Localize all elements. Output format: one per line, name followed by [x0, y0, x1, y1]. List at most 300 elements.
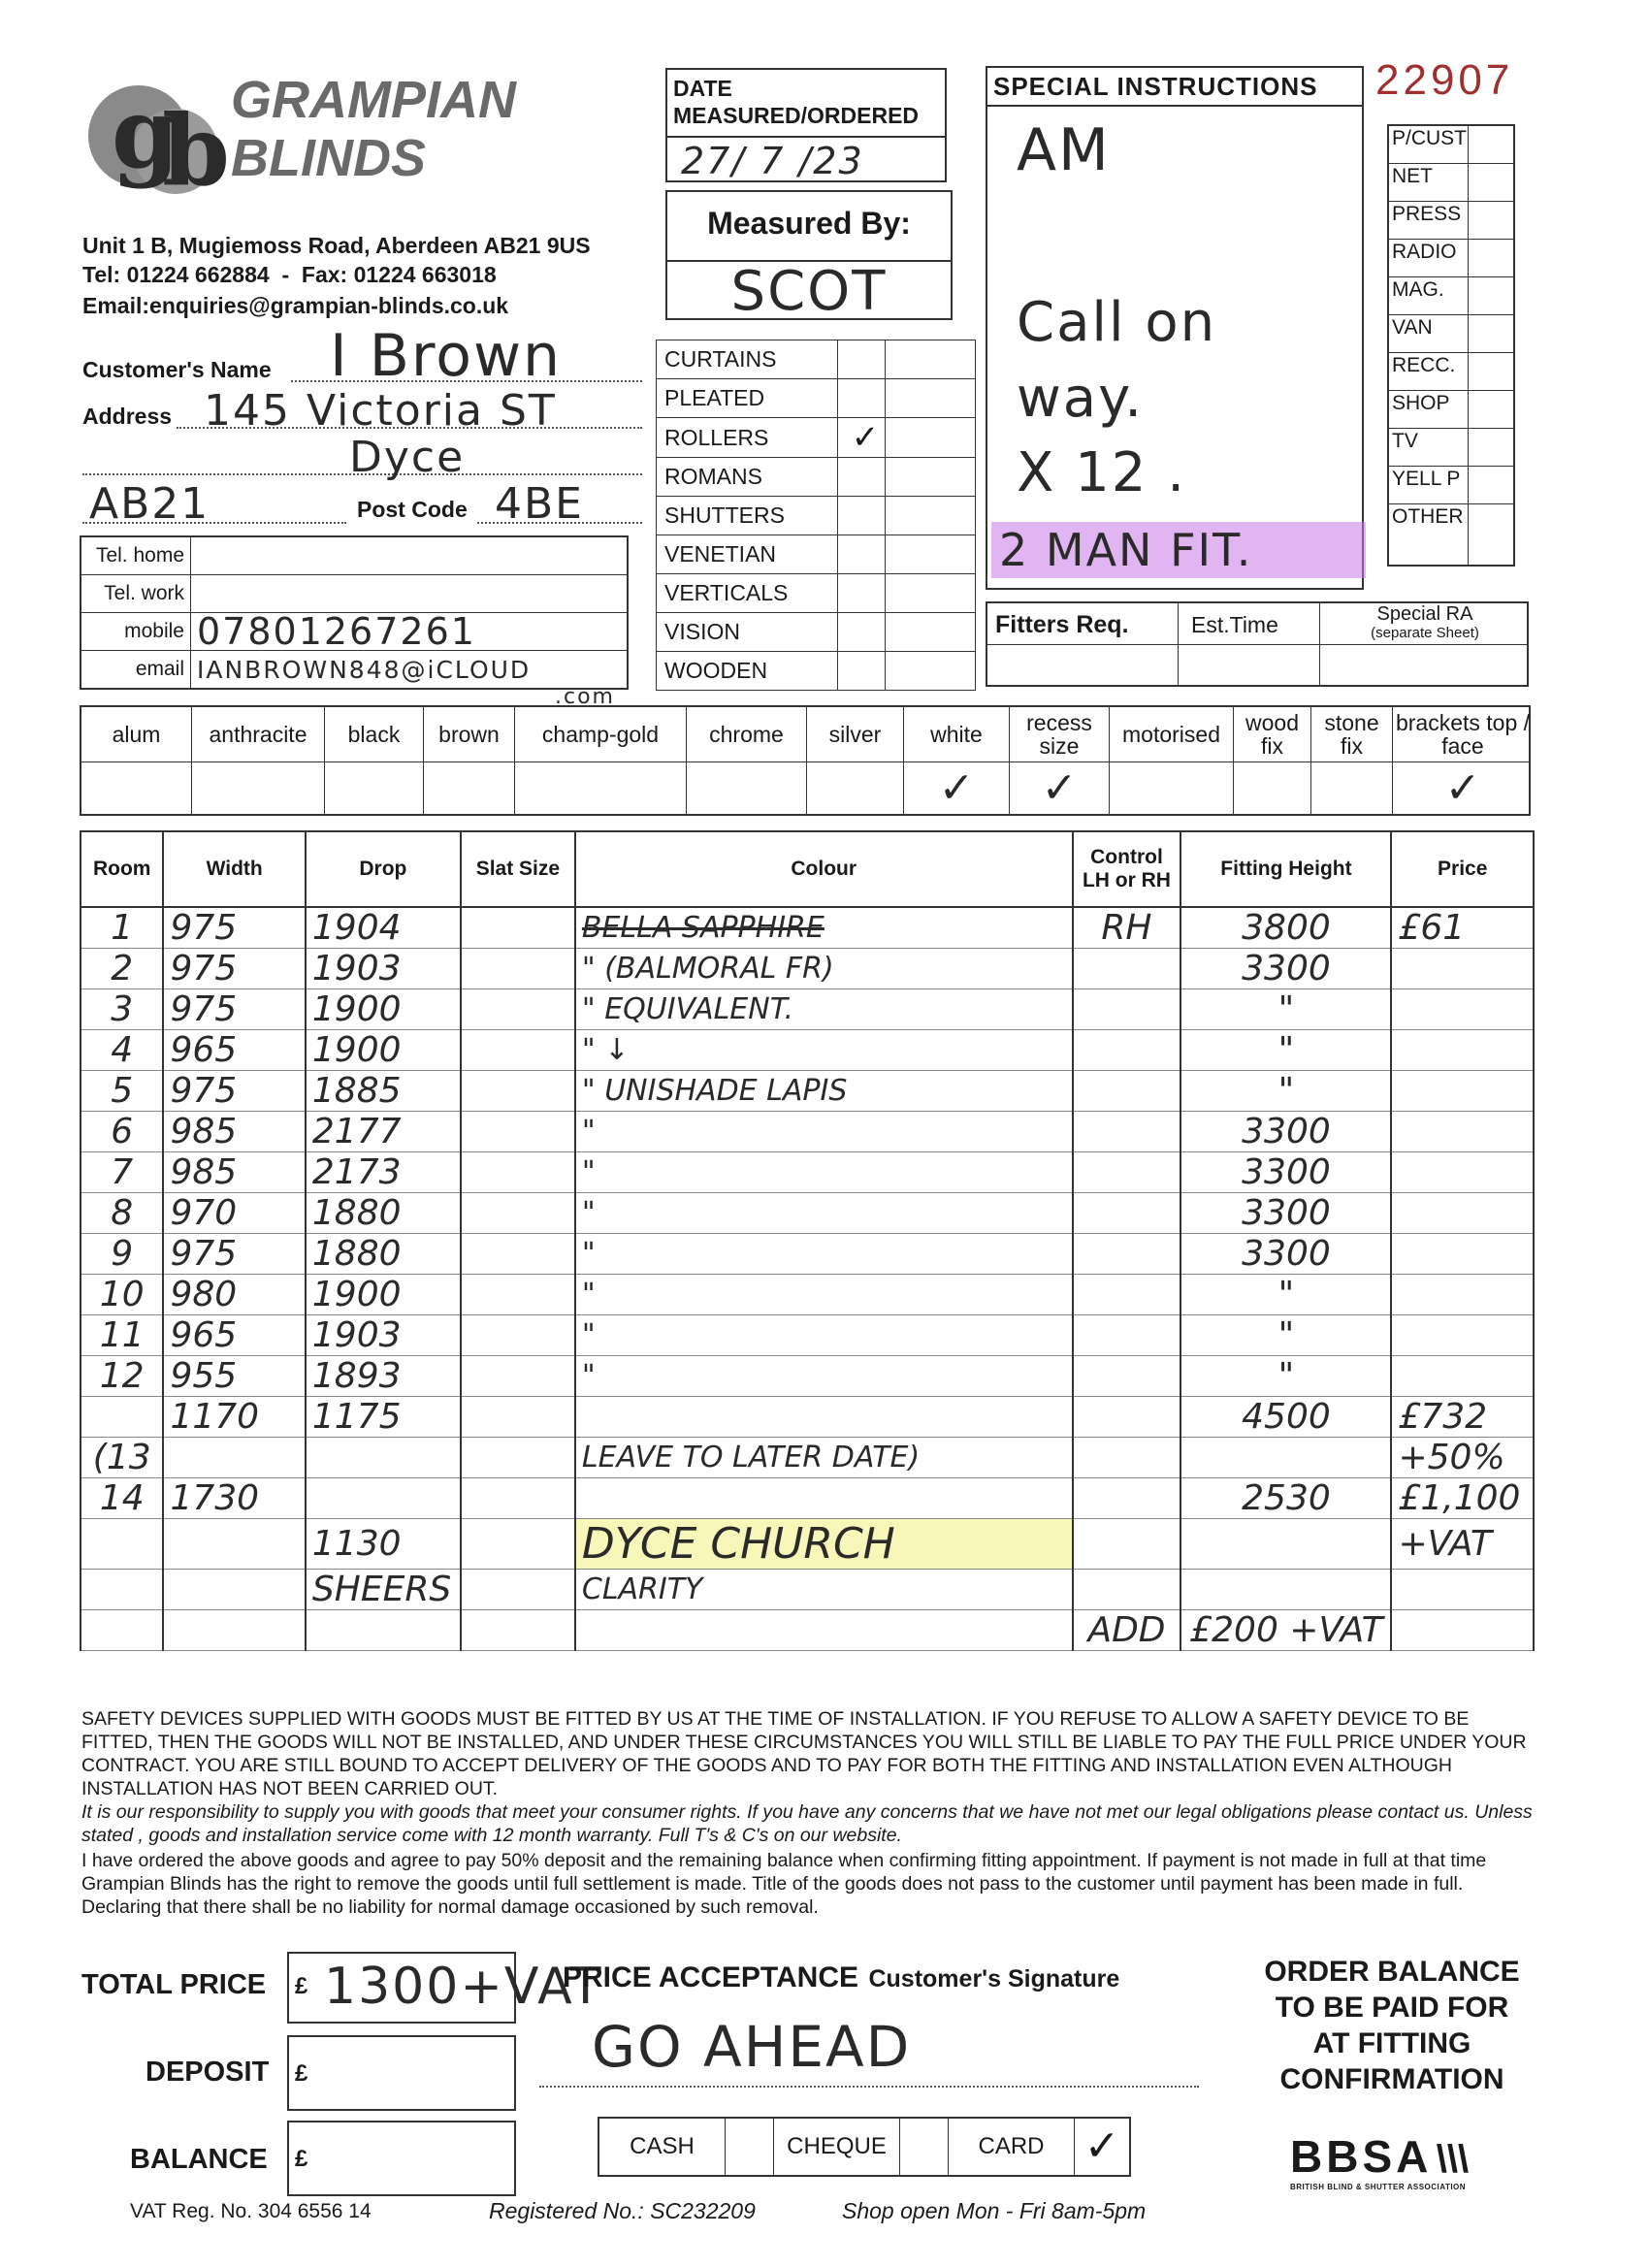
- measured-by-value[interactable]: SCOT: [730, 260, 888, 323]
- order-cell-slat[interactable]: [461, 1071, 575, 1112]
- order-cell-control[interactable]: [1073, 1315, 1181, 1356]
- order-cell-height[interactable]: ": [1180, 1275, 1391, 1315]
- order-cell-control[interactable]: [1073, 1397, 1181, 1438]
- order-cell-price[interactable]: +50%: [1391, 1438, 1534, 1478]
- order-cell-slat[interactable]: [461, 1397, 575, 1438]
- address-label: Address: [82, 404, 173, 429]
- order-row: [81, 1112, 1534, 1152]
- order-cell-slat[interactable]: [461, 1570, 575, 1610]
- order-cell-width[interactable]: 975: [163, 949, 305, 989]
- order-cell-room[interactable]: 4: [81, 1030, 163, 1071]
- option-cell[interactable]: [1110, 707, 1234, 816]
- order-cell-price[interactable]: [1391, 1275, 1534, 1315]
- order-row: [81, 1570, 1534, 1610]
- order-cell-drop[interactable]: 1175: [306, 1397, 461, 1438]
- order-header: Drop: [306, 831, 461, 907]
- order-cell-slat[interactable]: [461, 1030, 575, 1071]
- product-type-check[interactable]: [838, 652, 886, 691]
- order-cell-colour[interactable]: " ↓: [575, 1030, 1073, 1071]
- source-label: VAN: [1388, 315, 1469, 353]
- order-cell-price[interactable]: £1,100: [1391, 1478, 1534, 1519]
- option-cell[interactable]: [325, 707, 424, 816]
- source-label: TV: [1388, 429, 1469, 467]
- order-cell-colour[interactable]: CLARITY: [575, 1570, 1073, 1610]
- order-cell-slat[interactable]: [461, 1275, 575, 1315]
- order-cell-control[interactable]: [1073, 1152, 1181, 1193]
- option-label: stone fix: [1324, 710, 1379, 759]
- product-type-check[interactable]: [838, 535, 886, 574]
- est-time-label: Est.Time: [1191, 612, 1278, 637]
- price-acceptance-sub: Customer's Signature: [868, 1965, 1120, 1993]
- order-cell-height[interactable]: 3300: [1180, 1234, 1391, 1275]
- order-cell-price[interactable]: [1391, 989, 1534, 1030]
- legal-payment: I have ordered the above goods and agree to pay 50% deposit and the remaining balance when confirming fitting appointment. If payment is not made in full at that time Grampian Blinds has the right to remove the goods until full settlement is made. Title of the goods does not pass to the customer until payment has been made in full. Declaring that there shall be no liability for normal damage occasioned by such removal.: [81, 1850, 1487, 1918]
- address-line2[interactable]: Dyce: [349, 433, 466, 482]
- order-cell-control[interactable]: [1073, 1030, 1181, 1071]
- product-type-row: [657, 458, 976, 497]
- option-cell[interactable]: [687, 707, 807, 816]
- order-cell-slat[interactable]: [461, 1478, 575, 1519]
- order-cell-width[interactable]: 975: [163, 989, 305, 1030]
- order-cell-width[interactable]: 975: [163, 1234, 305, 1275]
- bbsa-logo: [1290, 2130, 1513, 2191]
- order-cell-control[interactable]: [1073, 1478, 1181, 1519]
- deposit-box[interactable]: [287, 2035, 516, 2111]
- order-cell-colour[interactable]: ": [575, 1234, 1073, 1275]
- order-cell-room[interactable]: 11: [81, 1315, 163, 1356]
- order-header: Price: [1391, 831, 1534, 907]
- order-cell-slat[interactable]: [461, 1315, 575, 1356]
- address-line1[interactable]: 145 Victoria ST: [204, 386, 557, 436]
- order-cell-height[interactable]: £200 +VAT: [1180, 1610, 1391, 1651]
- source-label: SHOP: [1388, 391, 1469, 429]
- order-cell-height[interactable]: 3300: [1180, 949, 1391, 989]
- source-check[interactable]: [1469, 315, 1514, 353]
- payment-check[interactable]: [900, 2119, 949, 2175]
- order-cell-drop[interactable]: 1880: [306, 1193, 461, 1234]
- product-type-check[interactable]: [838, 340, 886, 379]
- source-check[interactable]: [1469, 353, 1514, 391]
- order-cell-width[interactable]: 980: [163, 1275, 305, 1315]
- tel-work-label: Tel. work: [81, 575, 191, 613]
- balance-box[interactable]: [287, 2121, 516, 2196]
- order-cell-control[interactable]: [1073, 1438, 1181, 1478]
- order-header: Control LH or RH: [1073, 831, 1181, 907]
- order-cell-height[interactable]: 2530: [1180, 1478, 1391, 1519]
- order-cell-control[interactable]: [1073, 989, 1181, 1030]
- total-currency: £: [295, 1973, 308, 1999]
- form-number: 22907: [1375, 56, 1514, 104]
- order-row: [81, 1519, 1534, 1570]
- special-ra-label: Special RA: [1376, 603, 1473, 625]
- option-cell[interactable]: [81, 707, 192, 816]
- option-check[interactable]: ✓: [1041, 764, 1078, 812]
- order-cell-control[interactable]: [1073, 1570, 1181, 1610]
- postcode-prefix[interactable]: AB21: [89, 479, 210, 529]
- postcode-value[interactable]: 4BE: [495, 479, 584, 529]
- special-instr-highlight[interactable]: 2 MAN FIT.: [991, 522, 1366, 578]
- company-logo: [82, 70, 228, 206]
- order-cell-height[interactable]: 3800: [1180, 907, 1391, 949]
- order-cell-width[interactable]: [163, 1519, 305, 1570]
- order-cell-colour[interactable]: " (BALMORAL FR): [575, 949, 1073, 989]
- order-cell-slat[interactable]: [461, 1610, 575, 1651]
- order-cell-room[interactable]: (13: [81, 1438, 163, 1478]
- product-type-check[interactable]: [838, 574, 886, 613]
- order-cell-height[interactable]: 3300: [1180, 1152, 1391, 1193]
- order-cell-width[interactable]: 1170: [163, 1397, 305, 1438]
- product-type-extra: [886, 535, 976, 574]
- date-label-2: MEASURED/ORDERED: [673, 103, 920, 128]
- order-cell-colour[interactable]: [575, 1397, 1073, 1438]
- order-cell-colour[interactable]: " UNISHADE LAPIS: [575, 1071, 1073, 1112]
- order-cell-room[interactable]: [81, 1519, 163, 1570]
- order-cell-room[interactable]: 3: [81, 989, 163, 1030]
- product-type-check[interactable]: [838, 613, 886, 652]
- product-type-table: [656, 340, 976, 691]
- payment-check[interactable]: [726, 2119, 774, 2175]
- order-cell-room[interactable]: 6: [81, 1112, 163, 1152]
- order-cell-colour[interactable]: DYCE CHURCH: [575, 1519, 1073, 1570]
- order-cell-drop[interactable]: 1903: [306, 949, 461, 989]
- order-header: Room: [81, 831, 163, 907]
- total-price-box: [287, 1952, 603, 2024]
- payment-label: CASH: [599, 2119, 726, 2175]
- order-cell-height[interactable]: ": [1180, 1030, 1391, 1071]
- option-check[interactable]: ✓: [938, 764, 975, 812]
- order-cell-drop[interactable]: 1880: [306, 1234, 461, 1275]
- product-type-extra: [886, 613, 976, 652]
- order-cell-drop[interactable]: 1900: [306, 1030, 461, 1071]
- source-row: [1388, 467, 1514, 504]
- source-check[interactable]: [1469, 429, 1514, 467]
- balance-currency: £: [295, 2146, 308, 2172]
- order-cell-room[interactable]: 14: [81, 1478, 163, 1519]
- option-cell[interactable]: [807, 707, 904, 816]
- order-cell-slat[interactable]: [461, 907, 575, 949]
- order-cell-drop[interactable]: 2177: [306, 1112, 461, 1152]
- order-cell-colour[interactable]: [575, 1478, 1073, 1519]
- customer-name-label: Customer's Name: [82, 357, 272, 382]
- order-cell-drop[interactable]: [306, 1478, 461, 1519]
- order-cell-price[interactable]: [1391, 1610, 1534, 1651]
- order-cell-colour[interactable]: ": [575, 1193, 1073, 1234]
- option-label: chrome: [709, 722, 784, 747]
- order-balance-line-4: CONFIRMATION: [1279, 2063, 1504, 2095]
- order-cell-width[interactable]: 975: [163, 907, 305, 949]
- order-cell-room[interactable]: [81, 1570, 163, 1610]
- company-name-line2: BLINDS: [231, 129, 426, 187]
- order-cell-colour[interactable]: LEAVE TO LATER DATE): [575, 1438, 1073, 1478]
- special-instr-line-2[interactable]: Call on: [1017, 291, 1217, 354]
- option-cell[interactable]: [192, 707, 325, 816]
- product-type-extra: [886, 652, 976, 691]
- order-cell-slat[interactable]: [461, 989, 575, 1030]
- order-cell-height[interactable]: 3300: [1180, 1112, 1391, 1152]
- order-cell-price[interactable]: [1391, 1071, 1534, 1112]
- source-check[interactable]: [1469, 467, 1514, 504]
- order-cell-colour[interactable]: BELLA SAPPHIRE: [575, 907, 1073, 949]
- tel-work-value[interactable]: [191, 575, 629, 613]
- order-cell-price[interactable]: £61: [1391, 907, 1534, 949]
- product-type-label: VISION: [657, 613, 838, 652]
- order-cell-width[interactable]: 970: [163, 1193, 305, 1234]
- order-row: [81, 1193, 1534, 1234]
- order-cell-colour[interactable]: ": [575, 1112, 1073, 1152]
- order-cell-height[interactable]: ": [1180, 1315, 1391, 1356]
- order-cell-drop[interactable]: [306, 1610, 461, 1651]
- order-cell-drop[interactable]: 1903: [306, 1315, 461, 1356]
- order-cell-colour[interactable]: " EQUIVALENT.: [575, 989, 1073, 1030]
- option-check[interactable]: [1110, 761, 1233, 816]
- order-header: Colour: [575, 831, 1073, 907]
- order-cell-control[interactable]: [1073, 1071, 1181, 1112]
- order-cell-room[interactable]: 12: [81, 1356, 163, 1397]
- option-cell[interactable]: [1311, 707, 1393, 816]
- source-check[interactable]: [1469, 391, 1514, 429]
- order-cell-slat[interactable]: [461, 1193, 575, 1234]
- order-cell-room[interactable]: 2: [81, 949, 163, 989]
- source-check[interactable]: [1469, 277, 1514, 315]
- order-cell-height[interactable]: ": [1180, 989, 1391, 1030]
- option-check[interactable]: ✓: [1444, 764, 1481, 812]
- order-balance-note: [1232, 1954, 1552, 2097]
- order-cell-width[interactable]: [163, 1570, 305, 1610]
- order-cell-control[interactable]: [1073, 1275, 1181, 1315]
- total-price-value[interactable]: 1300+VAT: [324, 1958, 603, 2016]
- order-cell-slat[interactable]: [461, 949, 575, 989]
- order-cell-width[interactable]: 985: [163, 1112, 305, 1152]
- option-cell[interactable]: [515, 707, 687, 816]
- order-cell-drop[interactable]: 1900: [306, 1275, 461, 1315]
- mobile-value[interactable]: 07801267261: [191, 613, 629, 651]
- option-cell[interactable]: [424, 707, 515, 816]
- order-cell-width[interactable]: [163, 1610, 305, 1651]
- order-cell-control[interactable]: [1073, 1356, 1181, 1397]
- company-address: Unit 1 B, Mugiemoss Road, Aberdeen AB21 9US: [82, 233, 591, 258]
- order-cell-colour[interactable]: ": [575, 1152, 1073, 1193]
- product-type-check[interactable]: [838, 458, 886, 497]
- order-cell-price[interactable]: [1391, 1315, 1534, 1356]
- measured-by-box: [665, 190, 953, 323]
- order-cell-control[interactable]: [1073, 1234, 1181, 1275]
- order-balance-line-3: AT FITTING: [1312, 2027, 1471, 2059]
- option-cell[interactable]: [1010, 707, 1110, 816]
- order-cell-room[interactable]: 1: [81, 907, 163, 949]
- source-check[interactable]: [1469, 504, 1514, 567]
- order-cell-room[interactable]: 10: [81, 1275, 163, 1315]
- order-cell-width[interactable]: 1730: [163, 1478, 305, 1519]
- option-cell[interactable]: [904, 707, 1010, 816]
- order-cell-price[interactable]: [1391, 1356, 1534, 1397]
- order-cell-price[interactable]: [1391, 1570, 1534, 1610]
- order-cell-width[interactable]: 955: [163, 1356, 305, 1397]
- order-cell-height[interactable]: ": [1180, 1071, 1391, 1112]
- order-cell-drop[interactable]: 1900: [306, 989, 461, 1030]
- customer-name-value[interactable]: I Brown: [330, 322, 563, 390]
- order-row: [81, 1234, 1534, 1275]
- order-cell-control[interactable]: [1073, 1519, 1181, 1570]
- source-check[interactable]: [1469, 240, 1514, 277]
- customer-signature[interactable]: GO AHEAD: [592, 2014, 912, 2080]
- source-label: P/CUST: [1388, 125, 1469, 164]
- svg-text:b: b: [162, 93, 228, 206]
- order-cell-width[interactable]: [163, 1438, 305, 1478]
- special-instructions-label: SPECIAL INSTRUCTIONS: [993, 72, 1318, 101]
- deposit-label: DEPOSIT: [146, 2057, 270, 2088]
- order-row: [81, 949, 1534, 989]
- order-cell-width[interactable]: 965: [163, 1315, 305, 1356]
- payment-check[interactable]: ✓: [1083, 2122, 1120, 2170]
- date-value[interactable]: 27/ 7 /23: [681, 140, 864, 182]
- order-cell-height[interactable]: [1180, 1570, 1391, 1610]
- order-cell-height[interactable]: [1180, 1438, 1391, 1478]
- mobile-label: mobile: [81, 613, 191, 651]
- option-label: alum: [112, 722, 161, 747]
- order-cell-colour[interactable]: ": [575, 1315, 1073, 1356]
- order-cell-room[interactable]: 9: [81, 1234, 163, 1275]
- order-cell-drop[interactable]: SHEERS: [306, 1570, 461, 1610]
- registered-no: Registered No.: SC232209: [489, 2198, 756, 2223]
- order-cell-slat[interactable]: [461, 1152, 575, 1193]
- product-type-label: ROLLERS: [657, 418, 838, 458]
- source-label: PRESS: [1388, 202, 1469, 240]
- source-check[interactable]: [1469, 125, 1514, 164]
- order-cell-drop[interactable]: 1904: [306, 907, 461, 949]
- special-instr-line-4[interactable]: X 12 .: [1017, 441, 1187, 504]
- email-value[interactable]: IANBROWN848@iCLOUD: [191, 651, 629, 690]
- product-type-label: PLEATED: [657, 379, 838, 418]
- order-cell-control[interactable]: [1073, 949, 1181, 989]
- order-header: Fitting Height: [1180, 831, 1391, 907]
- option-check[interactable]: [515, 761, 686, 816]
- order-cell-slat[interactable]: [461, 1356, 575, 1397]
- order-cell-price[interactable]: [1391, 949, 1534, 989]
- order-row: [81, 1356, 1534, 1397]
- order-cell-width[interactable]: 965: [163, 1030, 305, 1071]
- order-cell-colour[interactable]: ": [575, 1356, 1073, 1397]
- product-type-label: SHUTTERS: [657, 497, 838, 535]
- product-type-check[interactable]: [838, 379, 886, 418]
- option-label: white: [930, 722, 983, 747]
- payment-label: CHEQUE: [774, 2119, 900, 2175]
- option-check[interactable]: [424, 761, 514, 816]
- order-cell-drop[interactable]: 2173: [306, 1152, 461, 1193]
- email-value-cont[interactable]: .com: [555, 685, 615, 709]
- product-type-row: [657, 535, 976, 574]
- order-cell-height[interactable]: ": [1180, 1356, 1391, 1397]
- source-label: OTHER: [1388, 504, 1469, 567]
- order-cell-room[interactable]: [81, 1397, 163, 1438]
- option-label: wood fix: [1245, 710, 1299, 759]
- order-cell-height[interactable]: 4500: [1180, 1397, 1391, 1438]
- order-cell-control[interactable]: RH: [1073, 907, 1181, 949]
- tel-home-label: Tel. home: [81, 536, 191, 575]
- order-cell-room[interactable]: 8: [81, 1193, 163, 1234]
- option-check[interactable]: [325, 761, 423, 816]
- order-cell-width[interactable]: 975: [163, 1071, 305, 1112]
- order-row: [81, 1275, 1534, 1315]
- source-check[interactable]: [1469, 164, 1514, 202]
- product-type-extra: [886, 418, 976, 458]
- order-cell-drop[interactable]: 1893: [306, 1356, 461, 1397]
- option-label: motorised: [1122, 722, 1220, 747]
- special-instr-line-3[interactable]: way.: [1017, 367, 1145, 430]
- order-cell-colour[interactable]: ": [575, 1275, 1073, 1315]
- order-cell-slat[interactable]: [461, 1438, 575, 1478]
- order-cell-width[interactable]: 985: [163, 1152, 305, 1193]
- order-cell-control[interactable]: ADD: [1073, 1610, 1181, 1651]
- deposit-currency: £: [295, 2060, 308, 2087]
- special-ra-note: (separate Sheet): [1371, 625, 1479, 641]
- order-cell-room[interactable]: 7: [81, 1152, 163, 1193]
- option-label: anthracite: [209, 722, 307, 747]
- order-cell-price[interactable]: [1391, 1234, 1534, 1275]
- source-row: [1388, 391, 1514, 429]
- order-cell-drop[interactable]: 1130: [306, 1519, 461, 1570]
- product-type-row: [657, 497, 976, 535]
- source-label: RECC.: [1388, 353, 1469, 391]
- product-type-label: CURTAINS: [657, 340, 838, 379]
- order-cell-price[interactable]: £732: [1391, 1397, 1534, 1438]
- source-row: [1388, 277, 1514, 315]
- option-check[interactable]: [1311, 761, 1392, 816]
- order-cell-control[interactable]: [1073, 1112, 1181, 1152]
- tel-home-value[interactable]: [191, 536, 629, 575]
- option-check[interactable]: [807, 761, 903, 816]
- order-cell-slat[interactable]: [461, 1234, 575, 1275]
- order-cell-colour[interactable]: [575, 1610, 1073, 1651]
- product-type-extra: [886, 340, 976, 379]
- order-row: [81, 1478, 1534, 1519]
- order-cell-price[interactable]: [1391, 1030, 1534, 1071]
- order-cell-price[interactable]: +VAT: [1391, 1519, 1534, 1570]
- source-label: NET: [1388, 164, 1469, 202]
- order-cell-price[interactable]: [1391, 1152, 1534, 1193]
- order-cell-slat[interactable]: [461, 1112, 575, 1152]
- order-cell-drop[interactable]: 1885: [306, 1071, 461, 1112]
- special-instr-line-1[interactable]: AM: [1017, 116, 1111, 184]
- option-check[interactable]: [81, 761, 191, 816]
- order-cell-room[interactable]: 5: [81, 1071, 163, 1112]
- option-cell[interactable]: [1234, 707, 1311, 816]
- order-cell-slat[interactable]: [461, 1519, 575, 1570]
- order-cell-height[interactable]: 3300: [1180, 1193, 1391, 1234]
- option-check[interactable]: [1234, 761, 1310, 816]
- product-type-check[interactable]: [838, 497, 886, 535]
- order-cell-control[interactable]: [1073, 1193, 1181, 1234]
- source-row: [1388, 164, 1514, 202]
- bbsa-slash-icon: \\\: [1436, 2138, 1470, 2181]
- product-type-check[interactable]: ✓: [838, 418, 886, 458]
- order-cell-price[interactable]: [1391, 1193, 1534, 1234]
- order-header: Width: [163, 831, 305, 907]
- product-type-row: [657, 613, 976, 652]
- order-cell-price[interactable]: [1391, 1112, 1534, 1152]
- order-cell-room[interactable]: [81, 1610, 163, 1651]
- order-row: [81, 989, 1534, 1030]
- order-balance-line-2: TO BE PAID FOR: [1275, 1992, 1509, 2024]
- source-check[interactable]: [1469, 202, 1514, 240]
- company-email: Email:enquiries@grampian-blinds.co.uk: [82, 293, 509, 318]
- product-type-row: [657, 379, 976, 418]
- order-cell-height[interactable]: [1180, 1519, 1391, 1570]
- option-check[interactable]: [192, 761, 324, 816]
- option-check[interactable]: [687, 761, 806, 816]
- option-cell[interactable]: [1393, 707, 1533, 816]
- source-row: [1388, 429, 1514, 467]
- order-cell-drop[interactable]: [306, 1438, 461, 1478]
